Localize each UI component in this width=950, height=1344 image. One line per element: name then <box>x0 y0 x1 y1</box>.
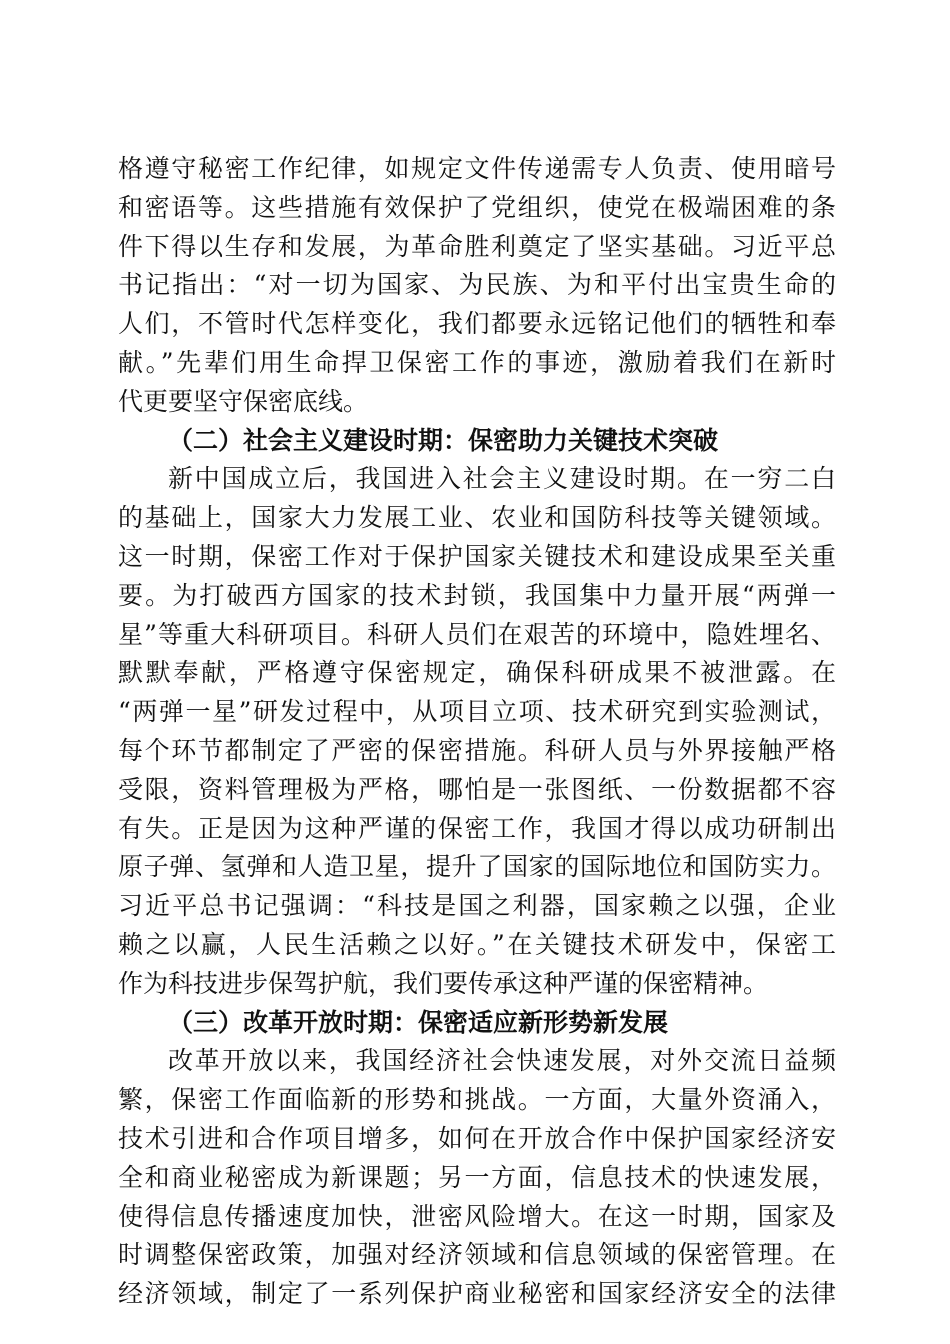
body-line: 繁，保密工作面临新的形势和挑战。一方面，大量外资涌入， <box>118 1085 836 1115</box>
body-line: 赖之以赢，人民生活赖之以好。”在关键技术研发中，保密工 <box>118 929 836 959</box>
section-heading-2: （二）社会主义建设时期：保密助力关键技术突破 <box>168 425 719 455</box>
section-heading-3: （三）改革开放时期：保密适应新形势新发展 <box>168 1007 669 1037</box>
body-line: 默默奉献，严格遵守保密规定，确保科研成果不被泄露。在 <box>118 658 836 688</box>
body-line: 星”等重大科研项目。科研人员们在艰苦的环境中，隐姓埋名、 <box>118 619 836 649</box>
body-line: 全和商业秘密成为新课题；另一方面，信息技术的快速发展， <box>118 1162 836 1192</box>
body-line: 和密语等。这些措施有效保护了党组织，使党在极端困难的条 <box>118 192 836 222</box>
body-line: 有失。正是因为这种严谨的保密工作，我国才得以成功研制出 <box>118 813 836 843</box>
body-line: 件下得以生存和发展，为革命胜利奠定了坚实基础。习近平总 <box>118 231 836 261</box>
body-line: 要。为打破西方国家的技术封锁，我国集中力量开展“两弹一 <box>118 580 836 610</box>
paragraph-start-line: 新中国成立后，我国进入社会主义建设时期。在一穷二白 <box>168 464 836 494</box>
document-body <box>118 150 836 1314</box>
body-line: 习近平总书记强调：“科技是国之利器，国家赖之以强，企业 <box>118 891 836 921</box>
body-line: 时调整保密政策，加强对经济领域和信息领域的保密管理。在 <box>118 1240 836 1270</box>
body-line: 使得信息传播速度加快，泄密风险增大。在这一时期，国家及 <box>118 1201 836 1231</box>
body-line: 受限，资料管理极为严格，哪怕是一张图纸、一份数据都不容 <box>118 774 836 804</box>
body-line: 经济领域，制定了一系列保护商业秘密和国家经济安全的法律 <box>118 1279 836 1309</box>
body-line: 献。”先辈们用生命捍卫保密工作的事迹，激励着我们在新时 <box>118 347 836 377</box>
body-line: “两弹一星”研发过程中，从项目立项、技术研究到实验测试， <box>118 697 836 727</box>
paragraph-end-line: 作为科技进步保驾护航，我们要传承这种严谨的保密精神。 <box>118 968 769 998</box>
body-line: 人们，不管时代怎样变化，我们都要永远铭记他们的牺牲和奉 <box>118 309 836 339</box>
body-line: 的基础上，国家大力发展工业、农业和国防科技等关键领域。 <box>118 503 836 533</box>
body-line: 这一时期，保密工作对于保护国家关键技术和建设成果至关重 <box>118 541 836 571</box>
body-line: 书记指出：“对一切为国家、为民族、为和平付出宝贵生命的 <box>118 270 836 300</box>
paragraph-start-line: 改革开放以来，我国经济社会快速发展，对外交流日益频 <box>168 1046 836 1076</box>
body-line: 每个环节都制定了严密的保密措施。科研人员与外界接触严格 <box>118 735 836 765</box>
body-line: 格遵守秘密工作纪律，如规定文件传递需专人负责、使用暗号 <box>118 154 836 183</box>
body-line: 原子弹、氢弹和人造卫星，提升了国家的国际地位和国防实力。 <box>118 852 836 882</box>
paragraph-end-line: 代更要坚守保密底线。 <box>118 386 369 416</box>
body-line: 技术引进和合作项目增多，如何在开放合作中保护国家经济安 <box>118 1123 836 1153</box>
